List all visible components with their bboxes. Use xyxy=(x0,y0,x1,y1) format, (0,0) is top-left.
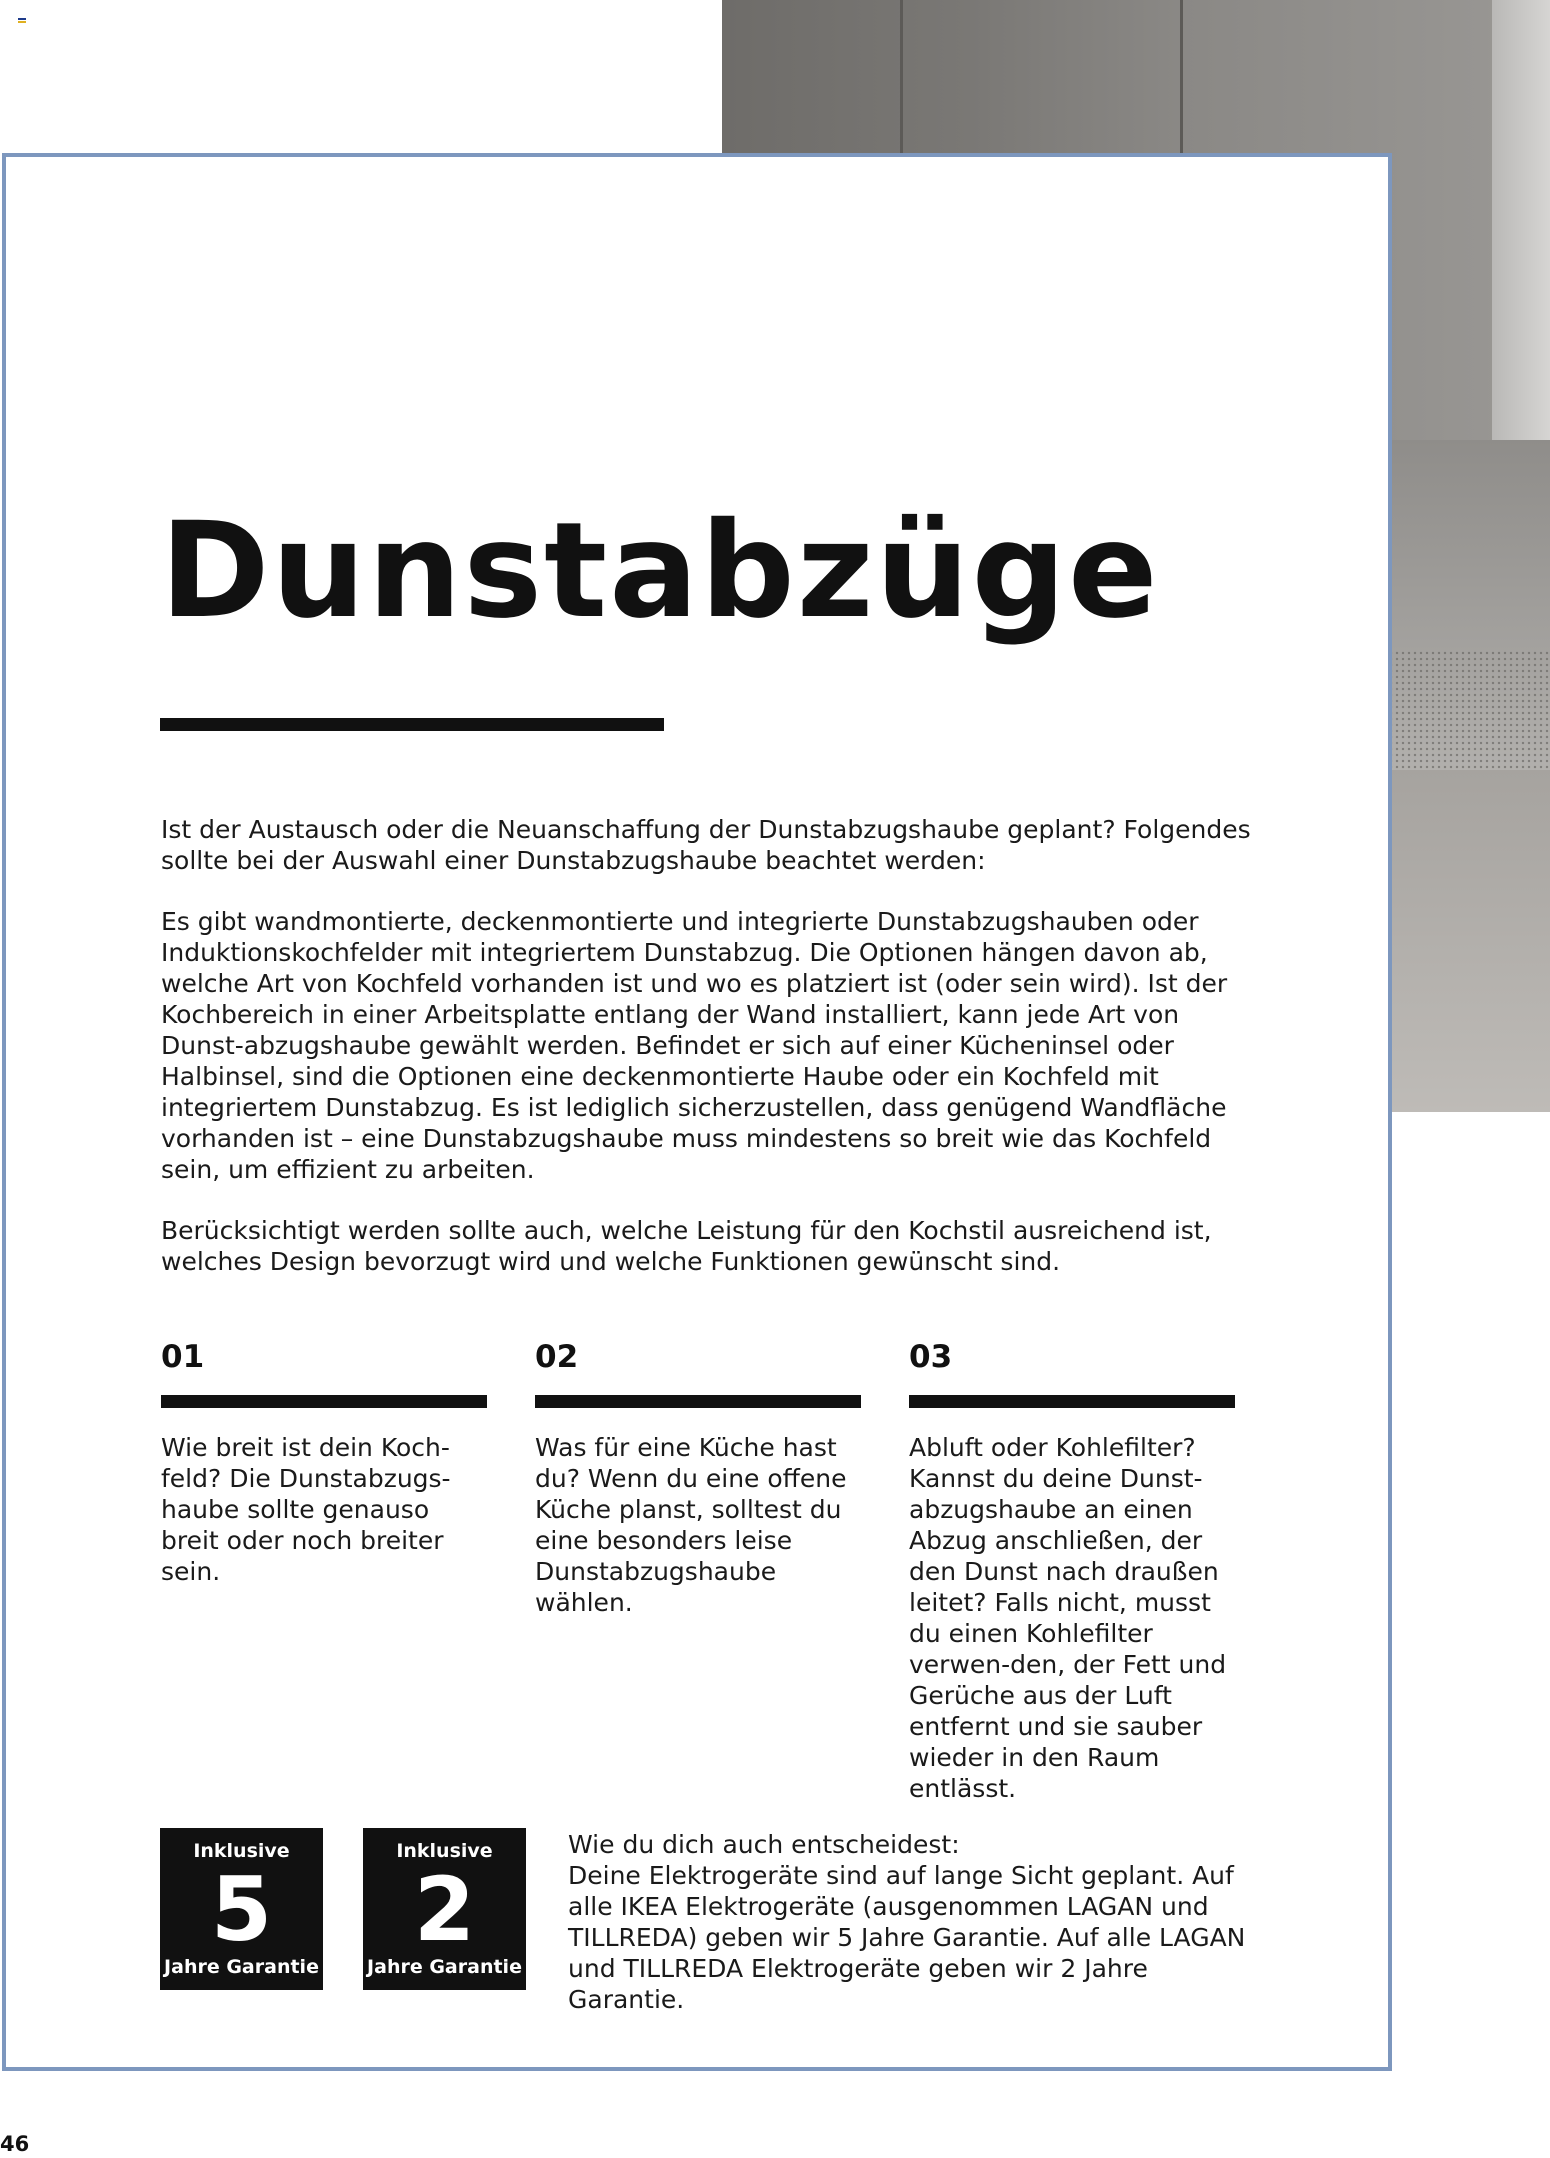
tip-number: 01 xyxy=(161,1339,205,1375)
guarantee-body: Deine Elektrogeräte sind auf lange Sicht geplant. Auf alle IKEA Elektrogeräte (ausgenommen LAGAN und TILLREDA) geben wir 5 Jahre Garantie. Auf alle LAGAN und TILLREDA Elektrogeräte geben wir 2 Jahre Garantie. xyxy=(568,1861,1246,2014)
guarantee-text xyxy=(568,1829,1268,2015)
tip-number: 02 xyxy=(535,1339,579,1375)
flag-icon xyxy=(18,18,26,24)
intro-paragraph: Berücksichtigt werden sollte auch, welche Leistung für den Kochstil ausreichend ist, welches Design bevorzugt wird und welche Funktionen gewünscht sind. xyxy=(161,1216,1212,1276)
page-title: Dunstabzüge xyxy=(160,494,1160,648)
page-number: 46 xyxy=(0,2132,30,2156)
tip-number: 03 xyxy=(909,1339,953,1375)
badge-label-top: Inklusive xyxy=(396,1840,493,1862)
title-underline xyxy=(160,718,664,731)
guarantee-heading: Wie du dich auch entscheidest: xyxy=(568,1830,960,1859)
badge-years: 5 xyxy=(210,1858,273,1961)
intro-paragraph: Es gibt wandmontierte, deckenmontierte und integrierte Dunstabzugshauben oder Induktionskochfelder mit integriertem Dunstabzug. Die Optionen hängen davon ab, welche Art von Kochfeld vorhanden ist und wo es platziert ist (oder sein wird). Ist der Kochbereich in einer Arbeitsplatte entlang der Wand installiert, kann jede Art von Dunst-abzugshaube gewählt werden. Befindet er sich auf einer Kücheninsel oder Halbinsel, sind die Optionen eine deckenmontierte Haube oder ein Kochfeld mit integriertem Dunstabzug. Es ist lediglich sicherzustellen, dass genügend Wandfläche vorhanden ist – eine Dunstabzugshaube muss mindestens so breit wie das Kochfeld sein, um effizient zu arbeiten. xyxy=(161,907,1228,1184)
tip-column-02 xyxy=(535,1337,861,1618)
warranty-badge-5-years xyxy=(160,1828,323,1990)
badge-years: 2 xyxy=(413,1858,476,1961)
tip-column-03 xyxy=(909,1337,1235,1804)
intro-paragraph: Ist der Austausch oder die Neuanschaffung der Dunstabzugshaube geplant? Folgendes sollte bei der Auswahl einer Dunstabzugshaube beachtet werden: xyxy=(161,815,1251,875)
badge-label-top: Inklusive xyxy=(193,1840,290,1862)
tip-divider xyxy=(909,1395,1235,1408)
warranty-badge-2-years xyxy=(363,1828,526,1990)
badge-label-bottom: Jahre Garantie xyxy=(367,1956,522,1978)
tip-divider xyxy=(161,1395,487,1408)
badge-label-bottom: Jahre Garantie xyxy=(164,1956,319,1978)
tip-divider xyxy=(535,1395,861,1408)
tip-text: Was für eine Küche hast du? Wenn du eine offene Küche planst, solltest du eine besonders leise Dunstabzugshaube wählen. xyxy=(535,1433,847,1617)
tip-text: Wie breit ist dein Koch-feld? Die Dunstabzugs-haube sollte genauso breit oder noch breiter sein. xyxy=(161,1433,451,1586)
tip-column-01 xyxy=(161,1337,487,1587)
tip-text: Abluft oder Kohlefilter? Kannst du deine Dunst-abzugshaube an einen Abzug anschließen, der den Dunst nach draußen leitet? Falls nicht, musst du einen Kohlefilter verwen-den, der Fett und Gerüche aus der Luft entfernt und sie sauber wieder in den Raum entlässt. xyxy=(909,1433,1227,1803)
